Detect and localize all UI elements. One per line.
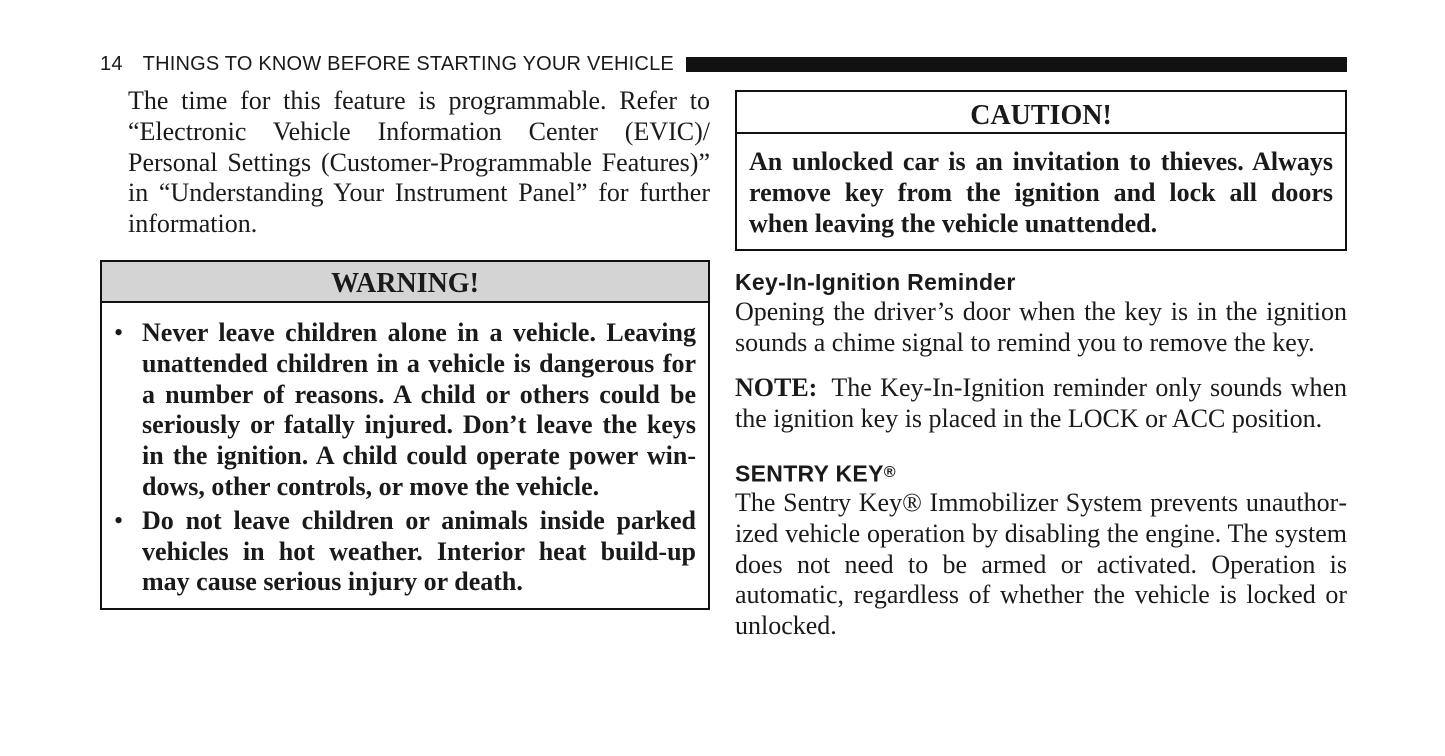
bullet-symbol: • bbox=[114, 317, 124, 347]
warning-body bbox=[102, 303, 708, 608]
warning-title: WARNING! bbox=[102, 262, 708, 303]
key-in-ignition-heading: Key-In-Ignition Reminder bbox=[735, 269, 1016, 296]
warning-bullet bbox=[114, 506, 696, 598]
caution-title: CAUTION! bbox=[737, 92, 1345, 134]
running-head-title: THINGS TO KNOW BEFORE STARTING YOUR VEHICLE bbox=[142, 52, 674, 75]
key-in-ignition-paragraph: Opening the driver’s door when the key is in the ignition sounds a chime signal to remind you to remove the key. bbox=[735, 297, 1347, 358]
warning-bullet bbox=[114, 318, 696, 503]
sentry-key-heading bbox=[735, 457, 1347, 489]
warning-bullet-text: Never leave children alone in a vehicle. Leaving unattended children in a vehicle is dangerous for a number of reasons. A child or others could be seriously or fatally injured. Don’t leave the keys in the ignition. A child could operate power windows, other controls, or move the vehicle. bbox=[142, 317, 696, 501]
left-column bbox=[100, 86, 710, 610]
caution-box bbox=[735, 90, 1347, 251]
right-column bbox=[735, 90, 1347, 642]
sentry-key-heading-text: SENTRY KEY bbox=[735, 460, 884, 487]
sentry-key-paragraph: The Sentry Key® Immobilizer System prevents unauthorized vehicle operation by disabling the engine. The system does not need to be armed or activated. Operation is automatic, regardless of whether the vehicle is locked or unlocked. bbox=[735, 488, 1347, 641]
bullet-symbol: • bbox=[114, 505, 124, 535]
page-number: 14 bbox=[100, 52, 123, 75]
intro-paragraph: The time for this feature is programmable. Refer to “Electronic Vehicle Information Center (EVIC)/ Personal Settings (Customer-Programmable Features)” in “Understanding Your Instrument Panel” for further information. bbox=[128, 86, 710, 239]
caution-text: An unlocked car is an invitation to thieves. Always remove key from the ignition and lock all doors when leaving the vehicle unattended. bbox=[749, 147, 1333, 238]
note-label: NOTE: bbox=[735, 372, 818, 402]
warning-bullet-text: Do not leave children or animals inside parked vehicles in hot weather. Interior heat build-up may cause serious injury or death. bbox=[142, 505, 696, 597]
header-rule bbox=[686, 57, 1347, 72]
warning-box bbox=[100, 260, 710, 610]
running-head bbox=[100, 52, 1347, 76]
note-paragraph bbox=[735, 373, 1347, 435]
note-text: The Key-In-Ignition reminder only sounds when the ignition key is placed in the LOCK or ACC position. bbox=[735, 372, 1347, 433]
registered-mark: ® bbox=[883, 462, 896, 481]
